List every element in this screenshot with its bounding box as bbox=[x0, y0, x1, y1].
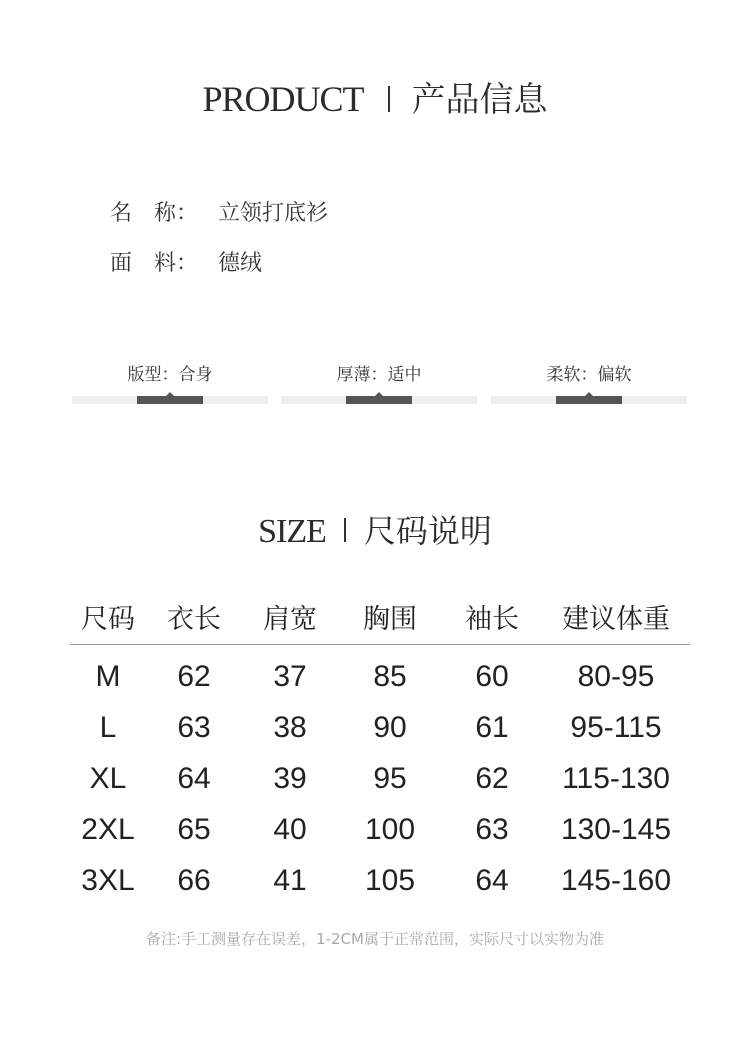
fit-rating bbox=[72, 360, 268, 384]
size-table-header-row bbox=[70, 590, 690, 645]
size-cell: 2XL bbox=[81, 812, 135, 846]
size-cell: XL bbox=[89, 761, 127, 795]
sleeve-cell: 60 bbox=[475, 659, 509, 693]
chest-cell: 100 bbox=[364, 812, 416, 846]
thickness-rating-marker bbox=[375, 392, 383, 396]
header-sleeve: 袖长 bbox=[442, 590, 542, 645]
weight-cell: 95-115 bbox=[570, 710, 662, 744]
product-name-label: 名 称： bbox=[110, 201, 199, 226]
size-cell: L bbox=[99, 710, 117, 744]
sleeve-cell: 63 bbox=[475, 812, 509, 846]
shoulder-cell: 38 bbox=[273, 710, 307, 744]
product-section-title bbox=[0, 72, 750, 121]
fit-rating-fill bbox=[137, 396, 203, 404]
shoulder-cell: 37 bbox=[273, 659, 307, 693]
softness-rating bbox=[491, 360, 687, 384]
softness-rating-label: 柔软：偏软 bbox=[546, 365, 632, 385]
header-size: 尺码 bbox=[70, 590, 146, 645]
shoulder-cell: 39 bbox=[273, 761, 307, 795]
sleeve-cell: 61 bbox=[475, 710, 509, 744]
fit-rating-marker bbox=[166, 392, 174, 396]
table-row bbox=[70, 702, 690, 753]
header-length: 衣长 bbox=[146, 590, 242, 645]
shoulder-cell: 41 bbox=[273, 863, 307, 897]
size-cell: 3XL bbox=[81, 863, 135, 897]
table-row bbox=[70, 753, 690, 804]
product-title-zh: 产品信息 bbox=[411, 80, 548, 120]
thickness-rating bbox=[281, 360, 477, 384]
length-cell: 62 bbox=[177, 659, 211, 693]
size-cell: M bbox=[95, 659, 121, 693]
fabric-row bbox=[110, 246, 262, 277]
fit-rating-label: 版型：合身 bbox=[127, 365, 213, 385]
length-cell: 64 bbox=[177, 761, 211, 795]
chest-cell: 90 bbox=[373, 710, 407, 744]
weight-cell: 145-160 bbox=[560, 863, 672, 897]
size-chart-table bbox=[70, 590, 690, 906]
length-cell: 63 bbox=[177, 710, 211, 744]
size-section-title bbox=[0, 506, 750, 552]
table-row bbox=[70, 855, 690, 906]
size-title-en: SIZE bbox=[258, 513, 326, 550]
product-title-en: PRODUCT bbox=[202, 79, 364, 119]
table-row bbox=[70, 804, 690, 855]
header-shoulder: 肩宽 bbox=[242, 590, 338, 645]
product-name-value: 立领打底衫 bbox=[218, 201, 329, 226]
chest-cell: 85 bbox=[373, 659, 407, 693]
thickness-rating-label: 厚薄：适中 bbox=[336, 365, 422, 385]
header-weight: 建议体重 bbox=[542, 590, 690, 645]
weight-cell: 115-130 bbox=[562, 761, 670, 795]
size-title-zh: 尺码说明 bbox=[363, 512, 492, 550]
header-chest: 胸围 bbox=[338, 590, 442, 645]
thickness-rating-fill bbox=[346, 396, 412, 404]
chest-cell: 95 bbox=[373, 761, 407, 795]
shoulder-cell: 40 bbox=[273, 812, 307, 846]
chest-cell: 105 bbox=[364, 863, 416, 897]
measurement-note: 备注:手工测量存在误差，1-2CM属于正常范围，实际尺寸以实物为准 bbox=[146, 930, 604, 948]
softness-rating-fill bbox=[556, 396, 622, 404]
fabric-value: 德绒 bbox=[218, 251, 263, 276]
fabric-label: 面 料： bbox=[110, 251, 199, 276]
sleeve-cell: 62 bbox=[475, 761, 509, 795]
title-divider bbox=[344, 518, 346, 542]
product-name-row bbox=[110, 196, 328, 227]
table-row bbox=[70, 645, 690, 703]
title-divider bbox=[388, 86, 390, 112]
weight-cell: 80-95 bbox=[577, 659, 655, 693]
length-cell: 66 bbox=[177, 863, 211, 897]
length-cell: 65 bbox=[177, 812, 211, 846]
softness-rating-marker bbox=[585, 392, 593, 396]
sleeve-cell: 64 bbox=[475, 863, 509, 897]
weight-cell: 130-145 bbox=[560, 812, 672, 846]
